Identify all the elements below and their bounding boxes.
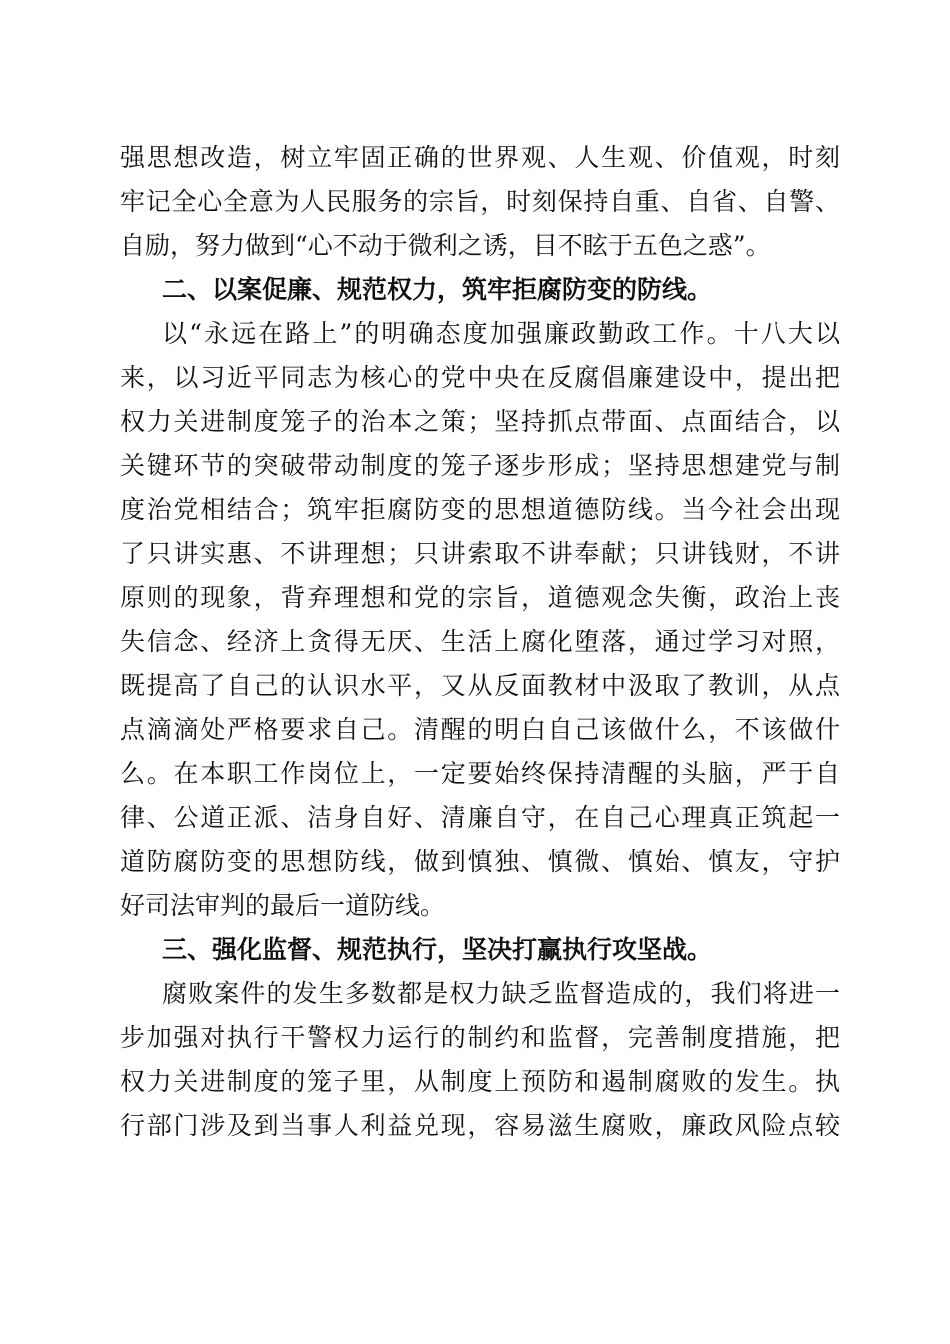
paragraph-line: 权力关进制度的笼子里，从制度上预防和遏制腐败的发生。执	[120, 1067, 840, 1096]
paragraph-line: 牢记全心全意为人民服务的宗旨，时刻保持自重、自省、自警、	[120, 187, 840, 216]
section-heading-2: 二、以案促廉、规范权力，筑牢拒腐防变的防线。	[162, 275, 713, 304]
paragraph-line: 原则的现象，背弃理想和党的宗旨，道德观念失衡，政治上丧	[120, 583, 840, 612]
paragraph-line: 失信念、经济上贪得无厌、生活上腐化堕落，通过学习对照，	[120, 627, 840, 656]
paragraph-line: 来，以习近平同志为核心的党中央在反腐倡廉建设中，提出把	[120, 363, 840, 392]
paragraph-line: 了只讲实惠、不讲理想；只讲索取不讲奉献；只讲钱财，不讲	[120, 539, 840, 568]
paragraph-line: 度治党相结合；筑牢拒腐防变的思想道德防线。当今社会出现	[120, 495, 840, 524]
paragraph-line: 行部门涉及到当事人利益兑现，容易滋生腐败，廉政风险点较	[120, 1111, 840, 1140]
paragraph-line: 律、公道正派、洁身自好、清廉自守，在自己心理真正筑起一	[120, 803, 840, 832]
paragraph-line: 权力关进制度笼子的治本之策；坚持抓点带面、点面结合，以	[120, 407, 840, 436]
paragraph-line: 以“永远在路上”的明确态度加强廉政勤政工作。十八大以	[162, 319, 840, 348]
section-heading-3: 三、强化监督、规范执行，坚决打赢执行攻坚战。	[162, 935, 713, 964]
paragraph-line: 腐败案件的发生多数都是权力缺乏监督造成的，我们将进一	[162, 979, 840, 1008]
paragraph-line: 好司法审判的最后一道防线。	[120, 891, 446, 920]
paragraph-line: 关键环节的突破带动制度的笼子逐步形成；坚持思想建党与制	[120, 451, 840, 480]
paragraph-line: 自励，努力做到“心不动于微利之诱，目不眩于五色之惑”。	[120, 231, 771, 260]
paragraph-line: 步加强对执行干警权力运行的制约和监督，完善制度措施，把	[120, 1023, 840, 1052]
paragraph-line: 既提高了自己的认识水平，又从反面教材中汲取了教训，从点	[120, 671, 840, 700]
paragraph-line: 么。在本职工作岗位上，一定要始终保持清醒的头脑，严于自	[120, 759, 840, 788]
paragraph-line: 点滴滴处严格要求自己。清醒的明白自己该做什么，不该做什	[120, 715, 840, 744]
paragraph-line: 道防腐防变的思想防线，做到慎独、慎微、慎始、慎友，守护	[120, 847, 840, 876]
paragraph-line: 强思想改造，树立牢固正确的世界观、人生观、价值观，时刻	[120, 143, 840, 172]
